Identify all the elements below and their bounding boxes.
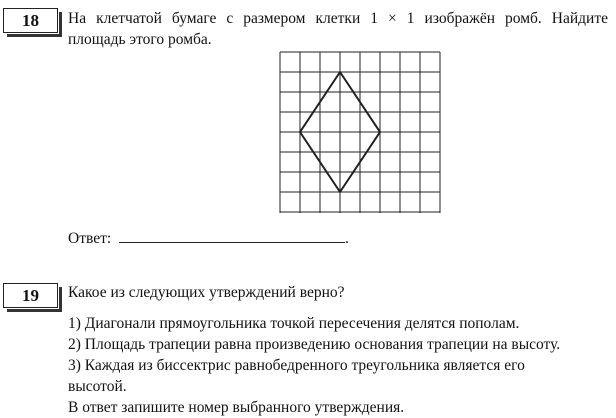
task-19-question: Какое из следующих утверждений верно? xyxy=(68,284,345,301)
task-18-text-line2: площадь этого ромба. xyxy=(68,31,212,48)
task-number-18 xyxy=(3,8,58,33)
task-19-instruction: В ответ запишите номер выбранного утверждения. xyxy=(68,399,405,416)
task-number-19-label: 19 xyxy=(22,285,39,305)
answer-label: Ответ: xyxy=(68,230,112,247)
grid-lines xyxy=(280,52,440,213)
task-18-text-line1: На клетчатой бумаге с размером клетки 1 × 1 изображён ромб. Найдите xyxy=(68,10,608,27)
answer-tail: . xyxy=(345,230,349,247)
option-1: 1) Диагонали прямоугольника точкой пересечения делятся пополам. xyxy=(68,315,520,332)
option-3: 3) Каждая из биссектрис равнобедренного треугольника является его xyxy=(68,357,525,374)
option-3-continued: высотой. xyxy=(68,378,127,395)
answer-row-18 xyxy=(68,227,349,249)
task-18-text xyxy=(68,8,608,50)
task-19-options xyxy=(68,313,560,397)
grid-rhombus-figure xyxy=(279,51,443,213)
answer-input-line[interactable] xyxy=(119,227,345,243)
option-2: 2) Площадь трапеции равна произведению основания трапеции на высоту. xyxy=(68,336,561,353)
task-number-19 xyxy=(3,283,58,308)
task-number-18-label: 18 xyxy=(22,10,39,30)
